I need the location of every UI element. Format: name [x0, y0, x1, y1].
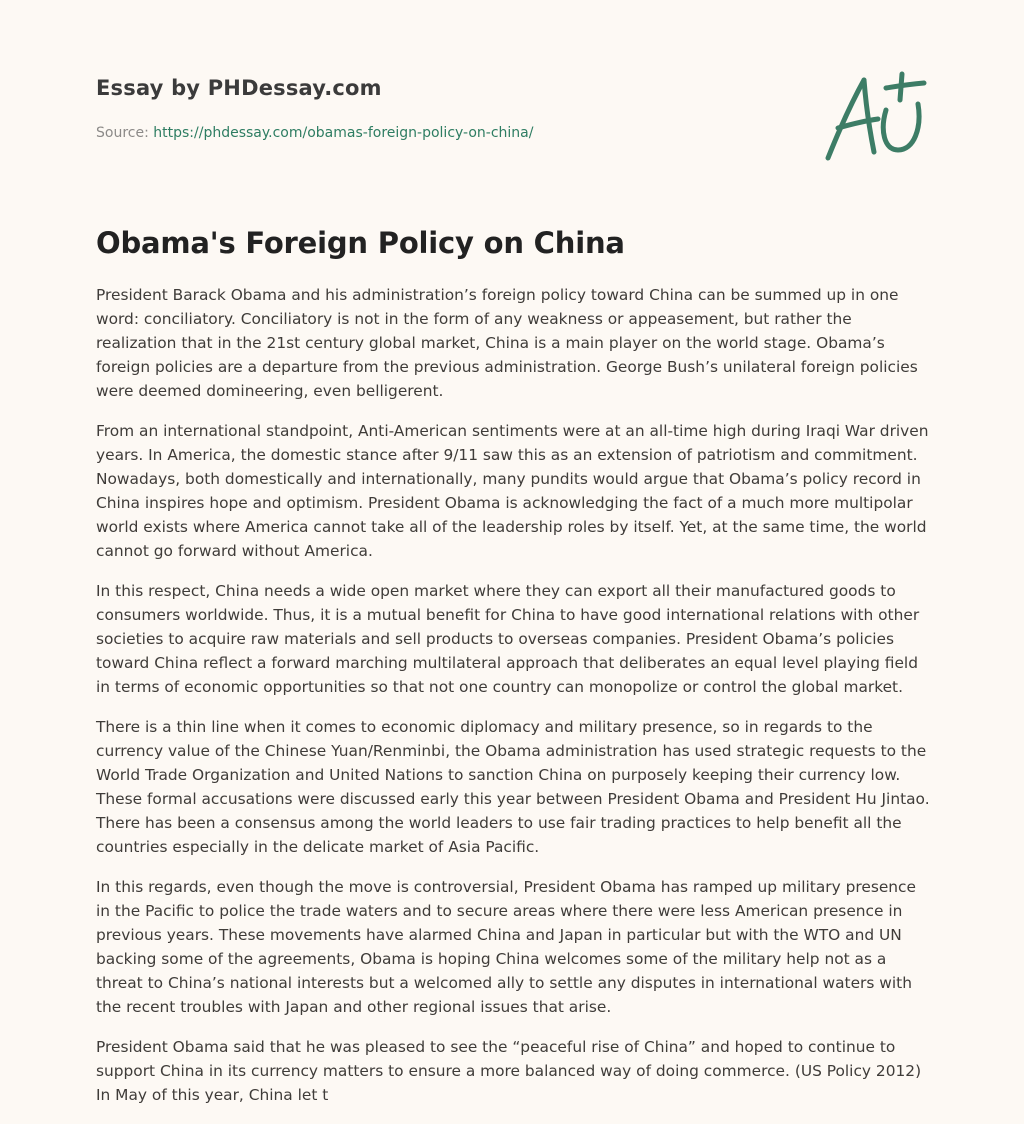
source-link[interactable]: https://phdessay.com/obamas-foreign-policy-on-china/ — [153, 125, 534, 141]
source-line — [96, 125, 533, 141]
a-plus-grade-icon — [818, 66, 928, 166]
source-label: Source: — [96, 125, 149, 141]
essay-paragraph: From an international standpoint, Anti-American sentiments were at an all-time high during Iraqi War driven years. In America, the domestic stance after 9/11 saw this as an extension of patriotism and commitment. Nowadays, both domestically and internationally, many pundits would argue that Obama’s policy record in China inspires hope and optimism. President Obama is acknowledging the fact of a much more multipolar world exists where America cannot take all of the leadership roles by itself. Yet, at the same time, the world cannot go forward without America. — [96, 422, 929, 560]
essay-paragraph: There is a thin line when it comes to economic diplomacy and military presence, so in regards to the currency value of the Chinese Yuan/Renminbi, the Obama administration has used strategic requests to the World Trade Organization and United Nations to sanction China on purposely keeping their currency low. These formal accusations were discussed early this year between President Obama and President Hu Jintao. There has been a consensus among the world leaders to use fair trading practices to help benefit all the countries especially in the delicate market of Asia Pacific. — [96, 718, 930, 856]
essay-paragraph: In this regards, even though the move is controversial, President Obama has ramped up military presence in the Pacific to police the trade waters and to secure areas where there were less American presence in previous years. These movements have alarmed China and Japan in particular but with the WTO and UN backing some of the agreements, Obama is hoping China welcomes some of the military help not as a threat to China’s national interests but a welcomed ally to settle any disputes in international waters with the recent troubles with Japan and other regional issues that arise. — [96, 878, 916, 1016]
essay-title: Obama's Foreign Policy on China — [96, 226, 625, 260]
site-brand: Essay by PHDessay.com — [96, 76, 382, 100]
essay-paragraph: President Barack Obama and his administration’s foreign policy toward China can be summed up in one word: conciliatory. Conciliatory is not in the form of any weakness or appeasement, but rather the realization that in the 21st century global market, China is a main player on the world stage. Obama’s foreign policies are a departure from the previous administration. George Bush’s unilateral foreign policies were deemed domineering, even belligerent. — [96, 286, 918, 400]
essay-paragraph: In this respect, China needs a wide open market where they can export all their manufactured goods to consumers worldwide. Thus, it is a mutual benefit for China to have good international relations with other societies to acquire raw materials and sell products to overseas companies. President Obama’s policies toward China reflect a forward marching multilateral approach that deliberates an equal level playing field in terms of economic opportunities so that not one country can monopolize or control the global market. — [96, 582, 920, 696]
essay-body — [96, 283, 930, 1123]
essay-paragraph: President Obama said that he was pleased to see the “peaceful rise of China” and hoped to continue to support China in its currency matters to ensure a more balanced way of doing commerce. (US Policy 2012) In May of this year, China let t — [96, 1038, 922, 1104]
